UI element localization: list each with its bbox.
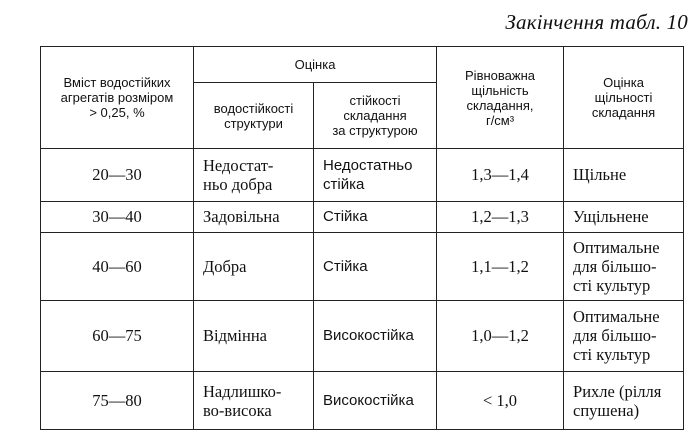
cell-density-assessment: Рихле (рілля спушена) (564, 372, 684, 430)
cell-equilibrium-density: 1,2—1,3 (437, 201, 564, 232)
header-structural-stability: стійкості складання за структурою (314, 83, 437, 149)
cell-water-stability: Недостат- ньо добра (194, 149, 314, 202)
cell-structural-stability: Високостійка (314, 372, 437, 430)
table-row (41, 300, 684, 372)
cell-aggregate-content: 60—75 (41, 300, 194, 372)
header-assessment-group: Оцінка (194, 47, 437, 83)
cell-equilibrium-density: < 1,0 (437, 372, 564, 430)
cell-aggregate-content: 75—80 (41, 372, 194, 430)
header-equilibrium-density: Рівноважна щільність складання, г/см³ (437, 47, 564, 149)
cell-structural-stability: Недостатньо стійка (314, 149, 437, 202)
cell-aggregate-content: 40—60 (41, 232, 194, 300)
cell-structural-stability: Стійка (314, 232, 437, 300)
table-row (41, 149, 684, 202)
header-aggregate-content: Вміст водостійких агрегатів розміром > 0,25, % (41, 47, 194, 149)
header-water-stability: водостійкості структури (194, 83, 314, 149)
cell-density-assessment: Ущільнене (564, 201, 684, 232)
cell-aggregate-content: 20—30 (41, 149, 194, 202)
cell-density-assessment: Оптимальне для більшо- сті культур (564, 300, 684, 372)
soil-structure-table (40, 46, 684, 430)
table-row (41, 232, 684, 300)
table-row (41, 201, 684, 232)
cell-structural-stability: Високостійка (314, 300, 437, 372)
table-row (41, 372, 684, 430)
cell-density-assessment: Щільне (564, 149, 684, 202)
cell-aggregate-content: 30—40 (41, 201, 194, 232)
cell-equilibrium-density: 1,1—1,2 (437, 232, 564, 300)
cell-equilibrium-density: 1,0—1,2 (437, 300, 564, 372)
cell-water-stability: Добра (194, 232, 314, 300)
cell-water-stability: Відмінна (194, 300, 314, 372)
cell-water-stability: Надлишко- во-висока (194, 372, 314, 430)
table-caption: Закінчення табл. 10 (505, 10, 688, 34)
cell-structural-stability: Стійка (314, 201, 437, 232)
header-density-assessment: Оцінка щільності складання (564, 47, 684, 149)
cell-density-assessment: Оптимальне для більшо- сті культур (564, 232, 684, 300)
cell-equilibrium-density: 1,3—1,4 (437, 149, 564, 202)
cell-water-stability: Задовільна (194, 201, 314, 232)
